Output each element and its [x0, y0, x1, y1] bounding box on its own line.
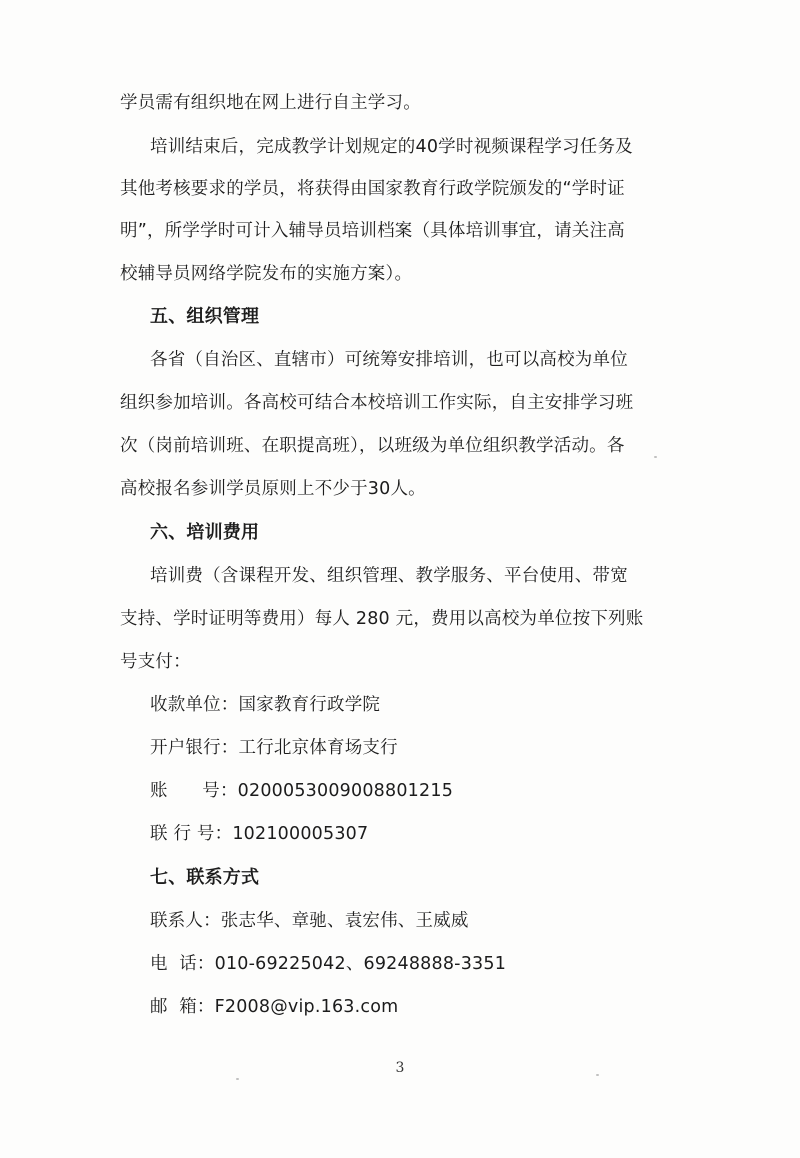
- contact-person-line: 联系人：张志华、章驰、袁宏伟、王威威: [150, 911, 469, 931]
- paragraph-line: 号支付：: [120, 652, 191, 672]
- paragraph-line: 次（岗前培训班、在职提高班），以班级为单位组织教学活动。各: [120, 436, 625, 456]
- email-line: 邮 箱：F2008@vip.163.com: [150, 997, 399, 1017]
- paragraph-line: 支持、学时证明等费用）每人 280 元，费用以高校为单位按下列账: [120, 609, 644, 629]
- bank-line: 开户银行：工行北京体育场支行: [150, 738, 398, 758]
- section-heading-fees: 六、培训费用: [150, 522, 260, 543]
- paragraph-line: 组织参加培训。各高校可结合本校培训工作实际，自主安排学习班: [120, 393, 634, 413]
- paragraph-line: 学员需有组织地在网上进行自主学习。: [120, 93, 421, 113]
- paragraph-line: 明”，所学学时可计入辅导员培训档案（具体培训事宜，请关注高: [120, 221, 625, 241]
- paragraph-line: 校辅导员网络学院发布的实施方案）。: [120, 264, 413, 284]
- routing-number-line: 联 行 号：102100005307: [150, 824, 369, 844]
- payee-line: 收款单位：国家教育行政学院: [150, 695, 381, 715]
- scan-speck: [236, 1078, 239, 1080]
- paragraph-line: 培训费（含课程开发、组织管理、教学服务、平台使用、带宽: [150, 566, 628, 586]
- paragraph-line: 高校报名参训学员原则上不少于30人。: [120, 479, 426, 499]
- account-number-line: 账 号：0200053009008801215: [150, 781, 454, 801]
- section-heading-organization: 五、组织管理: [150, 306, 260, 327]
- phone-line: 电 话：010-69225042、69248888-3351: [150, 954, 507, 974]
- scan-speck: [654, 456, 657, 458]
- scan-speck: [596, 1074, 599, 1076]
- page-number: 3: [395, 1060, 405, 1076]
- section-heading-contact: 七、联系方式: [150, 867, 260, 888]
- paragraph-line: 各省（自治区、直辖市）可统筹安排培训，也可以高校为单位: [150, 350, 628, 370]
- paragraph-line: 其他考核要求的学员，将获得由国家教育行政学院颁发的“学时证: [120, 179, 625, 199]
- paragraph-line: 培训结束后，完成教学计划规定的40学时视频课程学习任务及: [150, 137, 633, 157]
